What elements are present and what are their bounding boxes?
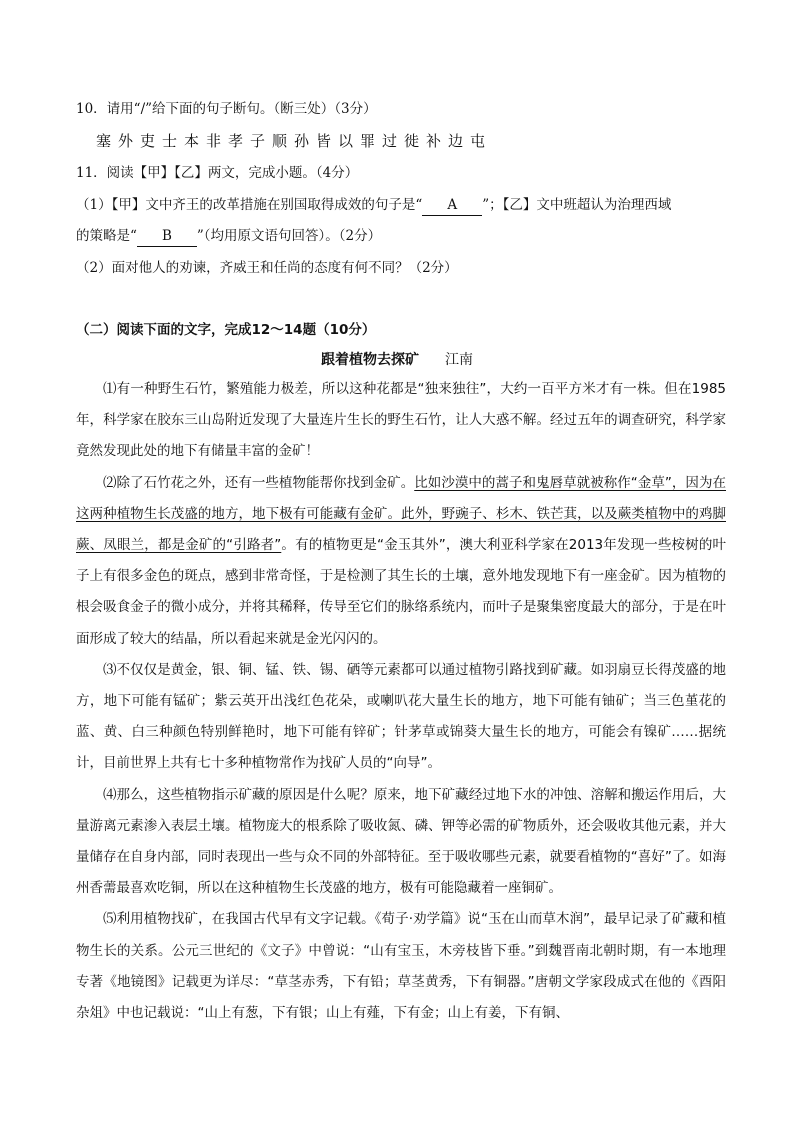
- paragraph-5: ⑸利用植物找矿，在我国古代早有文字记载。《荀子·劝学篇》说“玉在山而草木润”，最早记录了矿藏和植物生长的关系。公元三世纪的《文子》中曾说：“山有宝玉，木旁枝皆下垂。”到魏晋南北朝时期，有一本地理专著《地镜图》记载更为详尽：“草茎赤秀，下有铅；草茎黄秀，下有铜器。”唐朝文学家段成式在他的《酉阳杂俎》中也记载说：“山上有葱，下有银；山上有薤，下有金；山上有姜，下有铜、: [76, 911, 726, 1022]
- question-11-sub-1-line-2: [76, 226, 381, 247]
- sub-1-text-c: 的策略是“: [76, 228, 137, 244]
- paragraph-2: [76, 468, 726, 655]
- question-11-sub-1-line-1: [76, 195, 671, 216]
- question-10-sentence: 塞外吏士本非孝子顺孙皆以罪过徙补边屯: [96, 132, 493, 150]
- blank-a[interactable]: A: [422, 195, 482, 216]
- paragraph-2-underlined: 比如沙漠中的蒿子和鬼唇草就被称作“金草”，因为在这两种植物生长茂盛的地方，地下极有可能藏有金矿。此外，野豌子、杉木、铁芒萁，以及蕨类植物中的鸡脚蕨、凤眼兰，都是金矿的“引路者”: [76, 474, 726, 554]
- paragraph-1: ⑴有一种野生石竹，繁殖能力极差，所以这种花都是“独来独往”，大约一百平方米才有一株。但在1985年，科学家在胶东三山岛附近发现了大量连片生长的野生石竹，让人大惑不解。经过五年的调查研究，科学家竟然发现此处的地下有储量丰富的金矿！: [76, 381, 726, 460]
- paragraph-2-rest: 。有的植物更是“金玉其外”，澳大利亚科学家在2013年发现一些桉树的叶子上有很多金色的斑点，感到非常奇怪，于是检测了其生长的土壤，意外地发现地下有一座金矿。因为植物的根会吸食金子的微小成分，并将其稀释，传导至它们的脉络系统内，而叶子是聚集密度最大的部分，于是在叶面形成了较大的结晶，所以看起来就是金光闪闪的。: [76, 537, 726, 647]
- article-body: [76, 374, 726, 1029]
- paragraph-2-lead: ⑵除了石竹花之外，还有一些植物能帮你找到金矿。: [103, 474, 415, 491]
- article-title: 跟着植物去探矿: [321, 352, 419, 368]
- section-2-title: （二）阅读下面的文字，完成12～14题（10分）: [76, 322, 376, 338]
- sub-1-text-a: （1）【甲】文中齐王的改革措施在别国取得成效的句子是“: [76, 197, 423, 213]
- blank-b[interactable]: B: [137, 226, 197, 247]
- question-10: 10．请用“/”给下面的句子断句。（断三处）（3分）: [76, 101, 377, 117]
- article-author: 江南: [445, 352, 473, 368]
- paragraph-3: ⑶不仅仅是黄金，银、铜、锰、铁、锡、硒等元素都可以通过植物引路找到矿藏。如羽扇豆长得茂盛的地方，地下可能有锰矿；紫云英开出浅红色花朵，或喇叭花大量生长的地方，地下可能有铀矿；当三色堇花的蓝、黄、白三种颜色特别鲜艳时，地下可能有锌矿；针茅草或锦葵大量生长的地方，可能会有镍矿……据统计，目前世界上共有七十多种植物常作为找矿人员的“向导”。: [76, 661, 726, 772]
- article-heading: [0, 350, 794, 370]
- question-11: 11．阅读【甲】【乙】两文，完成小题。（4分）: [76, 165, 359, 181]
- sub-1-text-b: ”；【乙】文中班超认为治理西域: [482, 197, 672, 213]
- paragraph-4: ⑷那么，这些植物指示矿藏的原因是什么呢？原来，地下矿藏经过地下水的冲蚀、溶解和搬运作用后，大量游离元素渗入表层土壤。植物庞大的根系除了吸收氮、磷、钾等必需的矿物质外，还会吸收其他元素，并大量储存在自身内部，同时表现出一些与众不同的外部特征。至于吸收哪些元素，就要看植物的“喜好”了。如海州香薷最喜欢吃铜，所以在这种植物生长茂盛的地方，极有可能隐藏着一座铜矿。: [76, 786, 726, 897]
- sub-1-text-d: ”（均用原文语句回答）。（2分）: [196, 228, 382, 244]
- question-11-sub-2: （2）面对他人的劝谏，齐威王和任尚的态度有何不同？（2分）: [76, 260, 458, 276]
